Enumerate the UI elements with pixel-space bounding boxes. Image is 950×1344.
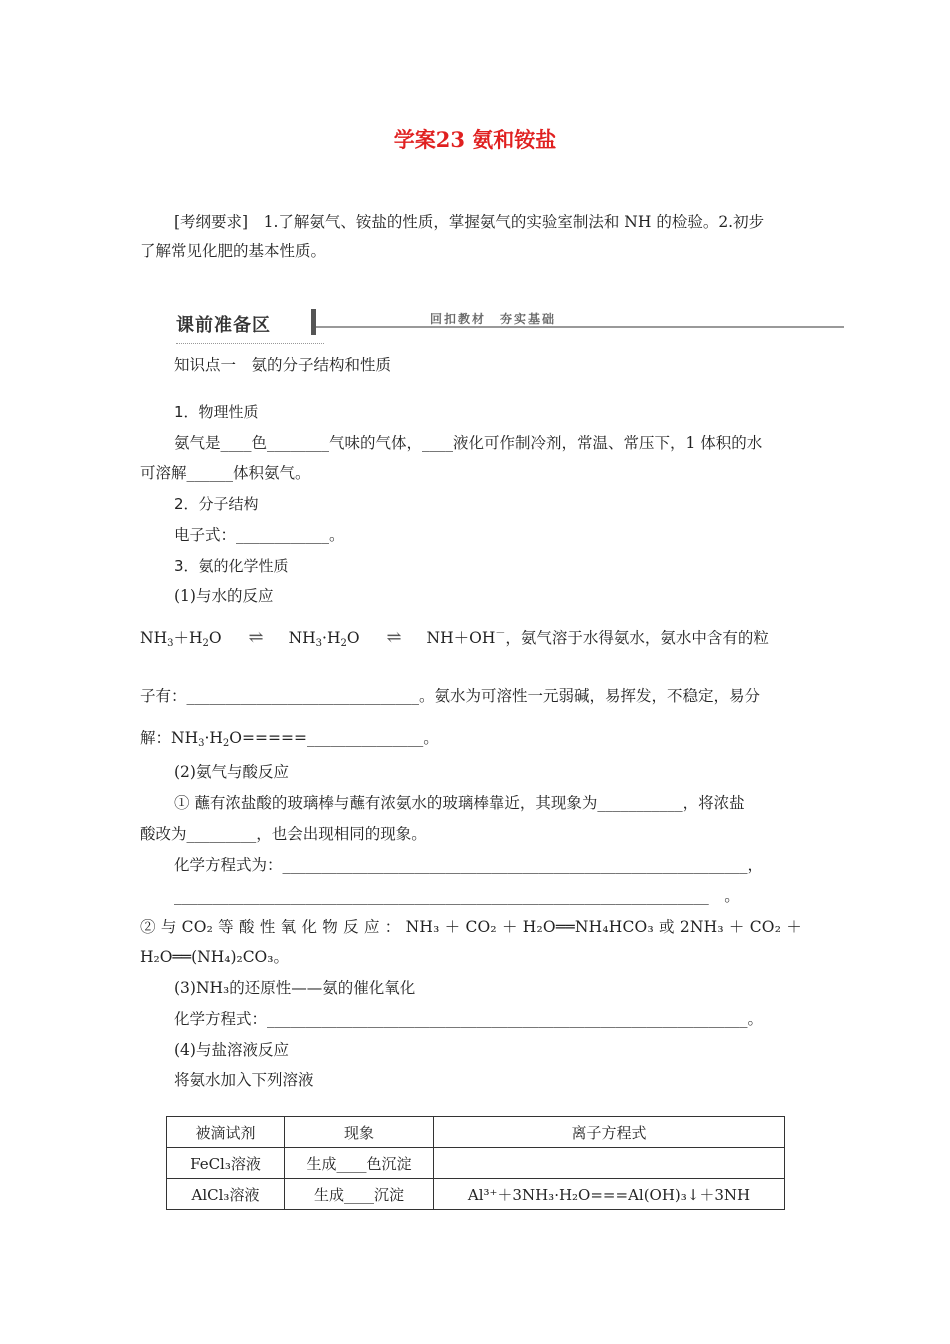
eq-sub: 3	[198, 738, 205, 749]
eq-sub: 2	[340, 638, 347, 649]
eq-sub: 3	[167, 638, 174, 649]
reversible-arrow-icon: ⇌	[386, 627, 400, 648]
eq-text: NH	[288, 629, 316, 647]
reaction-table	[166, 1116, 785, 1210]
section-header-label: 课前准备区	[176, 315, 271, 336]
exam-requirement-line2: 了解常见化肥的基本性质。	[140, 242, 327, 260]
table-header-row	[167, 1117, 785, 1148]
decomposition-equation	[140, 728, 439, 754]
table-cell: Al³⁺＋3NH₃·H₂O===Al(OH)₃↓＋3NH	[434, 1179, 785, 1210]
co2-reaction-line1: ② 与 CO₂ 等 酸 性 氧 化 物 反 应 ： NH₃ ＋ CO₂ ＋ H₂O══NH₄HCO₃ 或 2NH₃ ＋ CO₂ ＋	[140, 918, 802, 936]
section-header	[176, 307, 844, 337]
table-header-cell: 现象	[285, 1117, 434, 1148]
table-header-cell: 离子方程式	[434, 1117, 785, 1148]
section-header-rule	[316, 326, 844, 328]
eq-sub: 2	[202, 638, 209, 649]
electron-formula-line: 电子式：____________。	[174, 526, 345, 544]
eq-text: ＋H	[173, 629, 203, 647]
acid-equation-line1: 化学方程式为：____________________________________________________________，	[174, 856, 764, 874]
eq-text: 解：NH	[140, 729, 199, 747]
exam-requirement-line1: [考纲要求] 1.了解氨气、铵盐的性质，掌握氨气的实验室制法和 NH 的检验。2.初步	[174, 213, 765, 231]
section-header-tag: 回扣教材 夯实基础	[430, 312, 557, 326]
eq-text: NH	[140, 629, 168, 647]
reducibility-equation: 化学方程式：______________________________________________________________。	[174, 1010, 764, 1028]
water-reaction-equation	[140, 624, 769, 654]
eq-text: NH＋OH	[426, 629, 496, 647]
section-header-dotted-underline	[176, 343, 324, 344]
reducibility-title: (3)NH₃的还原性——氨的催化氧化	[174, 979, 416, 997]
reversible-arrow-icon: ⇌	[248, 627, 262, 648]
salt-reaction-intro: 将氨水加入下列溶液	[174, 1071, 314, 1089]
molecular-structure-title: 2．分子结构	[174, 495, 259, 513]
physical-properties-title: 1．物理性质	[174, 403, 259, 421]
eq-text: ，氨气溶于水得氨水，氨水中含有的粒	[505, 629, 769, 647]
table-header-cell: 被滴试剂	[167, 1117, 285, 1148]
section-header-divider	[311, 309, 316, 335]
eq-text: O	[208, 629, 222, 647]
eq-text: ·H	[204, 729, 223, 747]
eq-sub: 3	[315, 638, 323, 649]
acid-reaction-title: (2)氨气与酸反应	[174, 763, 289, 781]
physical-properties-line2: 可溶解______体积氨气。	[140, 464, 311, 482]
eq-text: ·H	[322, 629, 341, 647]
table-cell: AlCl₃溶液	[167, 1179, 285, 1210]
eq-text: O	[346, 629, 360, 647]
table-cell: 生成____色沉淀	[285, 1148, 434, 1179]
salt-reaction-title: (4)与盐溶液反应	[174, 1041, 289, 1059]
table-cell: FeCl₃溶液	[167, 1148, 285, 1179]
table-cell: 生成____沉淀	[285, 1179, 434, 1210]
eq-sub: 2	[222, 738, 230, 749]
eq-text: O=====_______________。	[229, 729, 439, 747]
eq-sup: －	[495, 628, 506, 639]
water-reaction-title: (1)与水的反应	[174, 587, 274, 605]
page-title: 学案23 氨和铵盐	[393, 127, 557, 152]
physical-properties-line1: 氨气是____色________气味的气体，____液化可作制冷剂，常温、常压下，1 体积的水	[174, 434, 763, 452]
table-row	[167, 1179, 785, 1210]
co2-reaction-line2: H₂O══(NH₄)₂CO₃。	[140, 948, 289, 966]
ammonia-water-particles-line: 子有：______________________________。氨水为可溶性一元弱碱，易挥发，不稳定，易分	[140, 687, 761, 705]
knowledge-point-title: 知识点一 氨的分子结构和性质	[174, 356, 392, 374]
table-row	[167, 1148, 785, 1179]
acid-reaction-line1: ① 蘸有浓盐酸的玻璃棒与蘸有浓氨水的玻璃棒靠近，其现象为___________，将浓盐	[174, 794, 745, 812]
chemical-properties-title: 3．氨的化学性质	[174, 557, 289, 575]
acid-reaction-line2: 酸改为_________，也会出现相同的现象。	[140, 825, 427, 843]
acid-equation-line2: _____________________________________________________________________ 。	[174, 887, 740, 905]
table-cell	[434, 1148, 785, 1179]
